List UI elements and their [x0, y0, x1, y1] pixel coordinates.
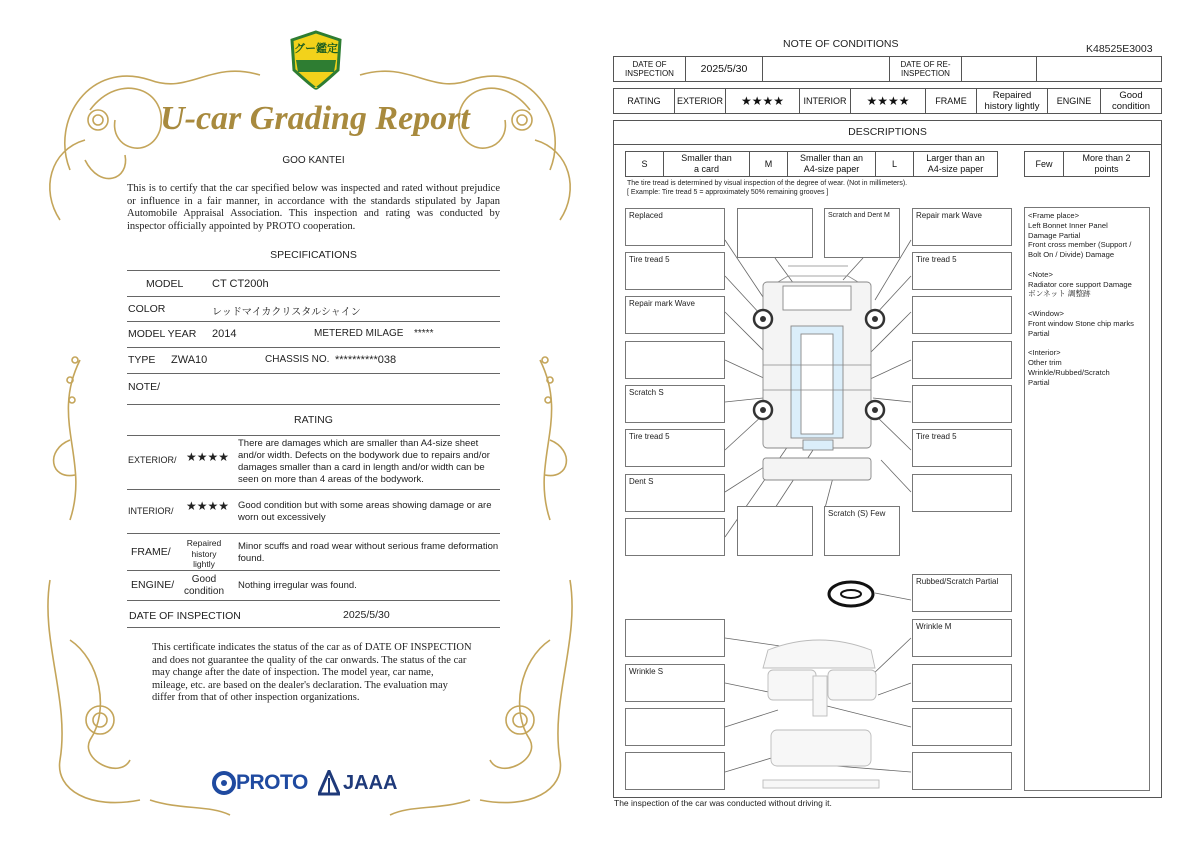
interior-stars: ★★★★: [186, 499, 230, 513]
conditions-footer: The inspection of the car was conducted without driving it.: [614, 798, 832, 808]
date-insp-label: DATE OF INSPECTION: [613, 56, 686, 82]
engine-value: Good condition: [183, 574, 225, 597]
legend-few: Few: [1024, 151, 1064, 177]
exterior-label: EXTERIOR/: [128, 455, 177, 465]
jaaa-logo: [318, 771, 397, 795]
notes-column: [1024, 207, 1150, 791]
org-name: GOO KANTEI: [282, 155, 345, 166]
type-value: ZWA10: [171, 354, 208, 366]
legend-l: L: [875, 151, 914, 177]
box-interior-left-1: [625, 619, 725, 657]
notes-line: <Note>: [1028, 269, 1053, 279]
jaaa-logo-icon: [318, 770, 340, 796]
box-interior-left-2: Wrinkle S: [625, 664, 725, 702]
milage-label: METERED MILAGE: [314, 328, 404, 339]
box-left-6: Tire tread 5: [625, 429, 725, 467]
notes-line: <Interior>: [1028, 348, 1061, 358]
notes-line: Left Bonnet Inner Panel: [1028, 220, 1108, 230]
box-left-2: Tire tread 5: [625, 252, 725, 290]
tire-example: [ Example: Tire tread 5 = approximately 50% remaining grooves ]: [627, 189, 829, 196]
box-right-4: [912, 341, 1012, 379]
intro-text: This is to certify that the car specified below was inspected and rated without prejudice or influence in a fair manner, in accordance with the standards stipulated by Japan Automobile Appraisal Association. This inspection and rating was conducted by inspector officially appointed by PROTO cooperation.: [127, 183, 500, 232]
legend-l-desc: Larger than an A4-size paper: [913, 151, 998, 177]
exterior-stars: ★★★★: [186, 450, 230, 464]
date-reinsp-label: DATE OF RE-INSPECTION: [889, 56, 962, 82]
notes-line: <Window>: [1028, 308, 1064, 318]
frame-desc: Minor scuffs and road wear without serious frame deformation found.: [238, 541, 499, 564]
box-front-left-1: Replaced: [625, 208, 725, 246]
type-label: TYPE: [128, 354, 156, 366]
notes-line: [1028, 338, 1146, 348]
engine-value-r: Good condition: [1100, 88, 1162, 114]
year-label: MODEL YEAR: [128, 328, 197, 340]
box-right-1: Repair mark Wave: [912, 208, 1012, 246]
notes-line: Radiator core support Damage: [1028, 279, 1132, 289]
legend-s-desc: Smaller than a card: [663, 151, 750, 177]
notes-line: Wrinkle/Rubbed/Scratch: [1028, 367, 1110, 377]
notes-line: Other trim: [1028, 357, 1062, 367]
box-right-2: Tire tread 5: [912, 252, 1012, 290]
notes-line: Partial: [1028, 377, 1050, 387]
box-left-8: [625, 518, 725, 556]
frame-value: Repaired history lightly: [186, 538, 222, 569]
legend-m-desc: Smaller than an A4-size paper: [787, 151, 876, 177]
date-value: 2025/5/30: [343, 609, 390, 621]
box-left-4: [625, 341, 725, 379]
tire-note: The tire tread is determined by visual inspection of the degree of wear. (Not in millimeters).: [627, 180, 908, 187]
notes-line: ボンネット 調整跡: [1028, 289, 1091, 299]
box-left-7: Dent S: [625, 474, 725, 512]
notes-line: [1028, 260, 1146, 270]
chassis-value: **********038: [335, 354, 397, 366]
int-stars: ★★★★: [850, 88, 926, 114]
spec-heading: SPECIFICATIONS: [270, 249, 357, 261]
exterior-desc: There are damages which are smaller than A4-size sheet and/or width. Defects on the bodywork due to repairs and/or damages smaller than a card in length and/or width can be seen on more than 4 areas of the bodywork.: [238, 438, 490, 485]
note-label: NOTE/: [128, 381, 161, 393]
box-interior-left-3: [625, 708, 725, 746]
notes-line: Partial: [1028, 328, 1050, 338]
box-top-2: Scratch and Dent M: [824, 208, 900, 258]
box-interior-right-4: [912, 752, 1012, 790]
model-value: CT CT200h: [212, 278, 269, 290]
proto-logo-icon: [212, 771, 236, 795]
notes-line: [1028, 299, 1146, 309]
model-label: MODEL: [146, 278, 184, 290]
box-interior-right-1: Wrinkle M: [912, 619, 1012, 657]
certificate-footer: This certificate indicates the status of the car as of DATE OF INSPECTION and does not guarantee the quality of the car onwards. The status of the car may change after the date of inspection. The model year, car name, mileage, etc. are based on the dealer's declaration. The evaluation may differ from that of other inspection organizations.: [152, 642, 472, 703]
notes-line: Bolt On / Divide) Damage: [1028, 250, 1115, 260]
conditions-code: K48525E3003: [1086, 43, 1153, 55]
box-left-5: Scratch S: [625, 385, 725, 423]
notes-line: <Frame place>: [1028, 211, 1080, 220]
legend-s: S: [625, 151, 664, 177]
interior-desc: Good condition but with some areas showing damage or are worn out excessively: [238, 500, 492, 523]
notes-line: Damage Partial: [1028, 230, 1081, 240]
box-steering: Rubbed/Scratch Partial: [912, 574, 1012, 612]
box-interior-right-3: [912, 708, 1012, 746]
year-value: 2014: [212, 328, 237, 340]
box-interior-left-4: [625, 752, 725, 790]
proto-logo-text: PROTO: [236, 771, 308, 794]
engine-label-r: ENGINE: [1047, 88, 1101, 114]
frame-label-r: FRAME: [925, 88, 977, 114]
box-right-6: Tire tread 5: [912, 429, 1012, 467]
frame-value-r: Repaired history lightly: [976, 88, 1048, 114]
color-label: COLOR: [128, 303, 166, 315]
notes-line: Front window Stone chip marks: [1028, 318, 1134, 328]
frame-label: FRAME/: [131, 546, 171, 558]
legend-few-desc: More than 2 points: [1063, 151, 1150, 177]
conditions-title: NOTE OF CONDITIONS: [783, 38, 899, 50]
date-insp-value: 2025/5/30: [685, 56, 763, 82]
goo-kantei-badge: [288, 30, 344, 90]
color-value: レッドマイカクリスタルシャイン: [212, 307, 361, 318]
box-interior-right-2: [912, 664, 1012, 702]
badge-text: グー鑑定: [294, 42, 338, 55]
ext-label: EXTERIOR: [674, 88, 726, 114]
notes-line: Front cross member (Support /: [1028, 240, 1132, 250]
box-bottom-2: Scratch (S) Few: [824, 506, 900, 556]
engine-desc: Nothing irregular was found.: [238, 580, 357, 591]
steering-wheel-icon: [829, 582, 873, 606]
rating-label: RATING: [613, 88, 675, 114]
box-right-5: [912, 385, 1012, 423]
milage-value: *****: [414, 328, 434, 339]
proto-logo: [212, 771, 308, 795]
descriptions-heading: DESCRIPTIONS: [848, 126, 927, 138]
engine-label: ENGINE/: [131, 579, 175, 591]
box-right-3: [912, 296, 1012, 334]
box-top-1: [737, 208, 813, 258]
jaaa-logo-text: JAAA: [343, 771, 398, 794]
int-label: INTERIOR: [799, 88, 851, 114]
box-right-7: [912, 474, 1012, 512]
interior-label: INTERIOR/: [128, 506, 174, 516]
rating-heading: RATING: [294, 414, 333, 426]
box-left-3: Repair mark Wave: [625, 296, 725, 334]
legend-m: M: [749, 151, 788, 177]
chassis-label: CHASSIS NO.: [265, 354, 330, 365]
report-title: U-car Grading Report: [160, 100, 470, 137]
box-bottom-1: [737, 506, 813, 556]
ext-stars: ★★★★: [725, 88, 800, 114]
date-label: DATE OF INSPECTION: [129, 610, 241, 622]
